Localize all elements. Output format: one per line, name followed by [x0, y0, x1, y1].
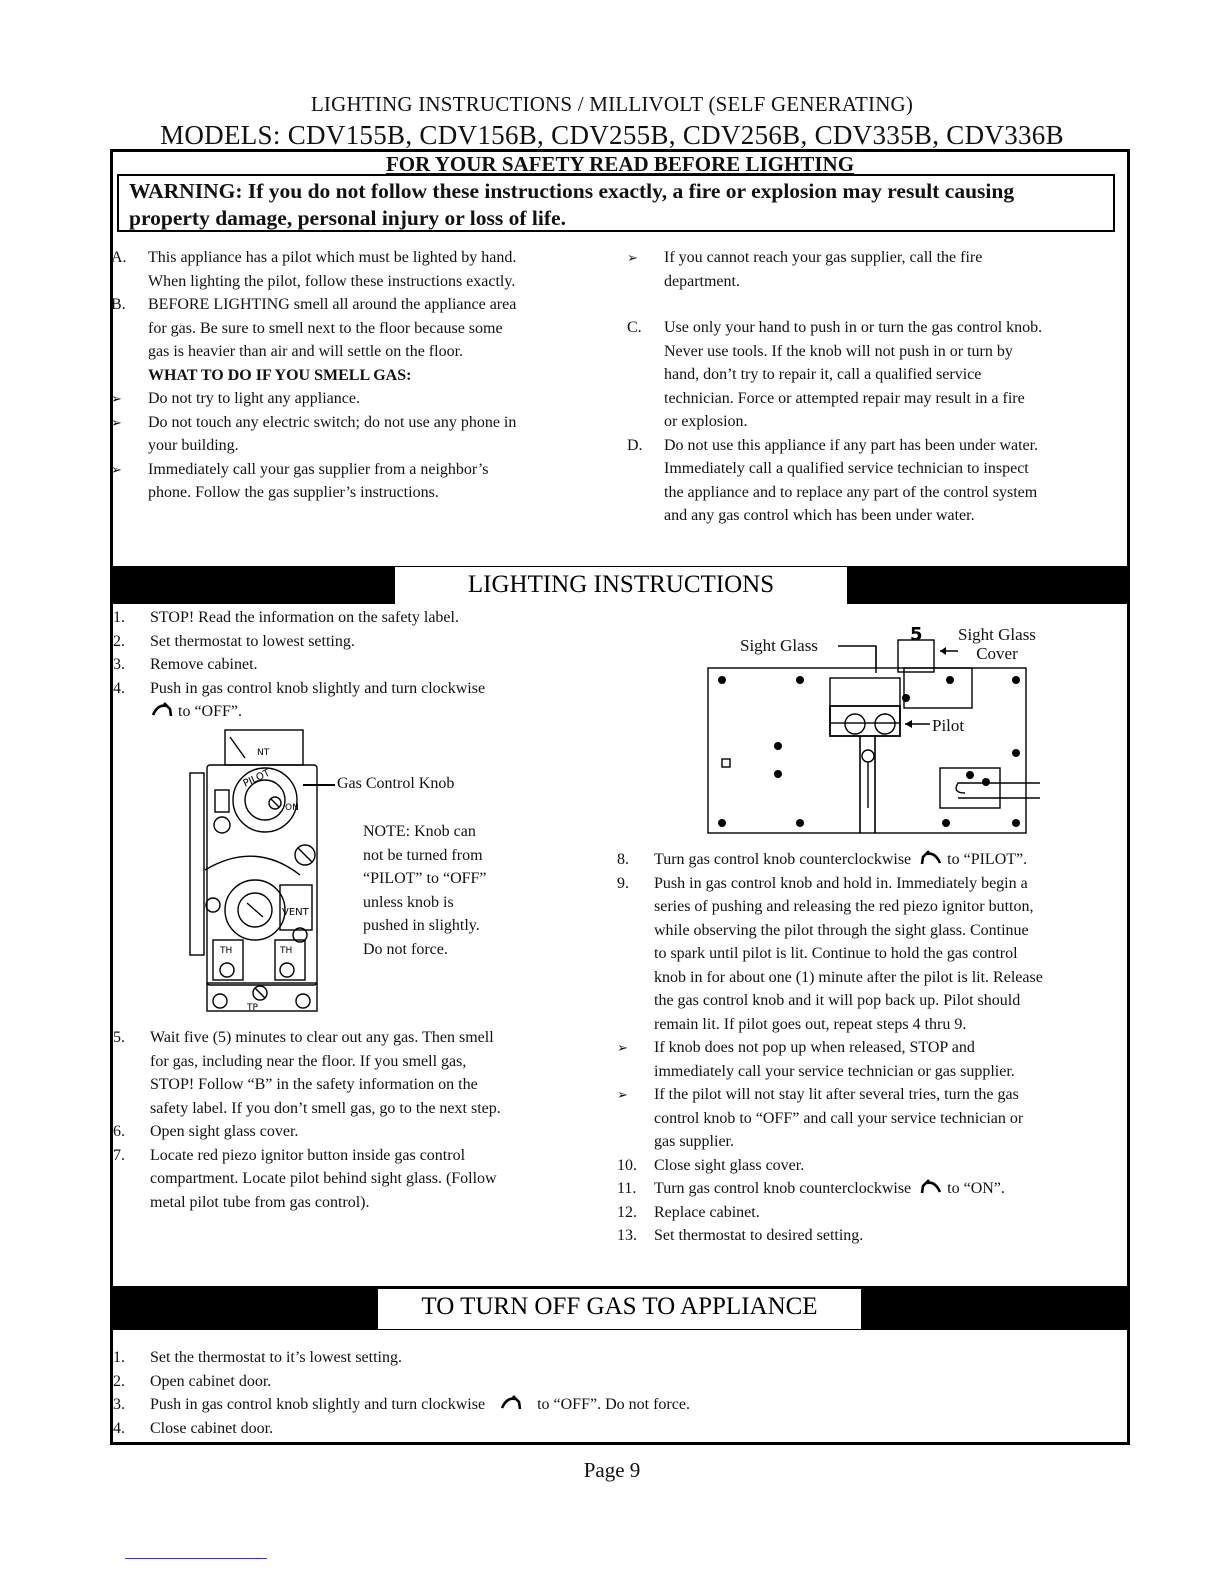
step-6: [113, 1120, 579, 1144]
line: If knob does not pop up when released, STOP and: [654, 1039, 975, 1056]
line: Do not touch any electric switch; do not use any phone in: [148, 413, 517, 431]
clockwise-arrow-icon: [150, 702, 178, 718]
step-12: [617, 1201, 1127, 1225]
line: Push in gas control knob and hold in. Immediately begin a: [654, 874, 1028, 892]
knob-note: [363, 820, 487, 961]
line: remain lit. If pilot goes out, repeat steps 4 thru 9.: [654, 1015, 967, 1033]
line: Do not use this appliance if any part has been under water.: [664, 436, 1039, 454]
line: Set thermostat to lowest setting.: [150, 632, 355, 650]
step-7: [113, 1144, 579, 1215]
step-bullet: [617, 1036, 1127, 1083]
safety-title: FOR YOUR SAFETY READ BEFORE LIGHTING: [385, 152, 855, 176]
warning-line-2: property damage, personal injury or loss of life.: [129, 206, 566, 230]
bullet-arrow-icon: ➢: [617, 1087, 628, 1102]
safety-item-c: [627, 316, 1127, 434]
gas-control-valve-diagram: [185, 725, 335, 1015]
turn-off-step-4: [113, 1417, 1123, 1441]
line: gas supplier.: [654, 1133, 734, 1150]
step-number: 3.: [113, 656, 125, 673]
line: Close cabinet door.: [150, 1419, 274, 1437]
line: “PILOT” to “OFF”: [363, 870, 487, 887]
line: Do not try to light any appliance.: [148, 390, 360, 407]
line: Immediately call a qualified service technician to inspect: [664, 460, 1029, 477]
line: hand, don’t try to repair it, call a qualified service: [664, 366, 982, 383]
item-label: B.: [111, 296, 126, 313]
step-number: 5.: [113, 1029, 125, 1046]
smell-gas-bullet: [111, 458, 607, 505]
step-number: 2.: [113, 1372, 125, 1390]
sight-glass-label: Sight Glass: [740, 636, 818, 655]
turn-off-steps: [113, 1346, 1123, 1440]
turn-off-step-2: [113, 1370, 1123, 1394]
counterclockwise-arrow-icon: [915, 850, 943, 866]
bullet-arrow-icon: ➢: [111, 391, 122, 406]
line: Locate red piezo ignitor button inside gas control: [150, 1146, 466, 1164]
line: Wait five (5) minutes to clear out any gas. Then smell: [150, 1029, 494, 1046]
line: metal pilot tube from gas control).: [150, 1193, 370, 1211]
line: not be turned from: [363, 846, 483, 864]
item-label: D.: [627, 436, 643, 454]
safety-item-b: [111, 293, 607, 387]
step-bullet: [617, 1083, 1127, 1154]
lighting-title: LIGHTING INSTRUCTIONS: [395, 567, 847, 604]
step-3: [113, 653, 583, 677]
counterclockwise-arrow-icon: [915, 1179, 943, 1195]
svg-text:TH: TH: [280, 946, 293, 956]
step-4: [113, 677, 583, 724]
page-number: Page 9: [583, 1458, 641, 1482]
line: Turn gas control knob counterclockwise: [654, 1180, 912, 1197]
smell-gas-bullet: [111, 387, 607, 411]
step-number: 8.: [617, 851, 629, 868]
line: technician. Force or attempted repair may result in a fire: [664, 389, 1025, 407]
item-label: C.: [627, 319, 642, 336]
document-title: LIGHTING INSTRUCTIONS / MILLIVOLT (SELF GENERATING): [310, 92, 914, 116]
warning-line-1: WARNING: If you do not follow these instructions exactly, a fire or explosion may result causing: [129, 179, 1015, 203]
sight-glass-cover-label: [958, 625, 1036, 663]
bullet-arrow-icon: ➢: [627, 250, 638, 265]
step-13: [617, 1224, 1127, 1248]
item-label: A.: [111, 249, 127, 266]
step-8: [617, 848, 1127, 872]
line: to “ON”.: [947, 1180, 1005, 1197]
lighting-steps-left-top: [113, 606, 583, 724]
svg-text:VENT: VENT: [282, 907, 309, 918]
svg-text:PILOT: PILOT: [241, 767, 272, 790]
line: Remove cabinet.: [150, 656, 258, 673]
line: gas is heavier than air and will settle on the floor.: [148, 343, 464, 360]
line: Set the thermostat to it’s lowest setting.: [150, 1349, 402, 1366]
line: for gas. Be sure to smell next to the floor because some: [148, 319, 503, 337]
line: your building.: [148, 437, 239, 454]
line: Set thermostat to desired setting.: [654, 1227, 864, 1244]
pilot-label: Pilot: [932, 716, 965, 735]
step-number: 1.: [113, 609, 125, 626]
line: for gas, including near the floor. If you smell gas,: [150, 1052, 467, 1070]
safety-left-column: [111, 246, 607, 505]
line: Replace cabinet.: [654, 1203, 760, 1221]
line: to “OFF”. Do not force.: [537, 1396, 690, 1413]
bullet-arrow-icon: ➢: [111, 461, 122, 477]
lighting-steps-left-bottom: [113, 1026, 579, 1214]
bullet-arrow-icon: ➢: [111, 414, 122, 430]
line: STOP! Read the information on the safety label.: [150, 609, 459, 626]
models-heading: MODELS: CDV155B, CDV156B, CDV255B, CDV256B, CDV335B, CDV336B: [160, 120, 1064, 150]
divider: [125, 1558, 267, 1559]
gas-control-knob-label: Gas Control Knob: [337, 775, 455, 792]
step-number: 1.: [113, 1349, 125, 1366]
line: and any gas control which has been under water.: [664, 507, 975, 524]
line: Open sight glass cover.: [150, 1123, 299, 1140]
step-2: [113, 630, 583, 654]
line: to spark until pilot is lit. Continue to hold the gas control: [654, 945, 1018, 962]
line: the appliance and to replace any part of the control system: [664, 483, 1038, 501]
line: Use only your hand to push in or turn the gas control knob.: [664, 319, 1043, 336]
warning-box: [117, 174, 1115, 232]
line: immediately call your service technician or gas supplier.: [654, 1062, 1015, 1080]
svg-text:ON: ON: [285, 803, 299, 813]
line: compartment. Locate pilot behind sight glass. (Follow: [150, 1170, 497, 1187]
line: knob in for about one (1) minute after the pilot is lit. Release: [654, 968, 1043, 986]
line: STOP! Follow “B” in the safety information on the: [150, 1076, 478, 1093]
smell-gas-bullet: [111, 411, 607, 458]
step-9: [617, 872, 1127, 1037]
line: Do not force.: [363, 940, 448, 958]
svg-text:TP: TP: [247, 1003, 258, 1013]
line: to “PILOT”.: [947, 851, 1028, 868]
line: Sight Glass: [958, 625, 1036, 644]
turn-off-step-3: [113, 1393, 1123, 1417]
safety-item-d: [627, 434, 1127, 528]
clockwise-arrow-icon: [499, 1395, 527, 1411]
line: Push in gas control knob slightly and turn clockwise: [150, 1396, 486, 1413]
step-number: 9.: [617, 874, 629, 892]
line: phone. Follow the gas supplier’s instructions.: [148, 484, 439, 501]
bullet-arrow-icon: ➢: [617, 1040, 628, 1055]
step-number: 13.: [617, 1227, 637, 1244]
turn-off-title: TO TURN OFF GAS TO APPLIANCE: [378, 1289, 861, 1329]
line: If you cannot reach your gas supplier, call the fire: [664, 249, 983, 266]
step-11: [617, 1177, 1127, 1201]
step-5: [113, 1026, 579, 1120]
line: If the pilot will not stay lit after several tries, turn the gas: [654, 1086, 1019, 1103]
line: or explosion.: [664, 413, 748, 430]
step-number: 10.: [617, 1156, 637, 1174]
line: Never use tools. If the knob will not push in or turn by: [664, 342, 1013, 360]
svg-text:TH: TH: [220, 946, 233, 956]
line: NOTE: Knob can: [363, 823, 476, 840]
safety-item-a: [111, 246, 607, 293]
line: Push in gas control knob slightly and turn clockwise: [150, 679, 486, 697]
line: Open cabinet door.: [150, 1372, 272, 1390]
line: unless knob is: [363, 893, 454, 911]
line: department.: [664, 272, 740, 290]
line: When lighting the pilot, follow these instructions exactly.: [148, 272, 516, 290]
line: the gas control knob and it will pop back up. Pilot should: [654, 992, 1021, 1009]
step-number: 12.: [617, 1203, 637, 1221]
line: pushed in slightly.: [363, 917, 480, 934]
svg-text:5: 5: [910, 624, 923, 645]
safety-right-column: [627, 246, 1127, 528]
line: to “OFF”.: [178, 703, 242, 720]
line: Turn gas control knob counterclockwise: [654, 851, 912, 868]
line: Immediately call your gas supplier from a neighbor’s: [148, 460, 489, 478]
lighting-steps-right: [617, 848, 1127, 1248]
line: BEFORE LIGHTING smell all around the appliance area: [148, 296, 517, 313]
step-number: 3.: [113, 1396, 125, 1413]
turn-off-step-1: [113, 1346, 1123, 1370]
step-1: [113, 606, 583, 630]
step-number: 7.: [113, 1146, 125, 1164]
safety-bullet: [627, 246, 1127, 293]
step-number: 2.: [113, 632, 125, 650]
line: safety label. If you don’t smell gas, go to the next step.: [150, 1099, 501, 1117]
smell-gas-heading: WHAT TO DO IF YOU SMELL GAS:: [148, 366, 412, 384]
svg-text:NT: NT: [257, 748, 270, 758]
step-10: [617, 1154, 1127, 1178]
step-number: 11.: [617, 1180, 637, 1197]
step-number: 4.: [113, 1419, 125, 1437]
line: control knob to “OFF” and call your service technician or: [654, 1109, 1024, 1127]
step-number: 4.: [113, 679, 125, 697]
line: series of pushing and releasing the red piezo ignitor button,: [654, 898, 1034, 915]
line: while observing the pilot through the sight glass. Continue: [654, 921, 1029, 939]
step-number: 6.: [113, 1123, 125, 1140]
line: This appliance has a pilot which must be lighted by hand.: [148, 249, 517, 266]
line: Close sight glass cover.: [654, 1156, 805, 1174]
line: Cover: [976, 644, 1018, 663]
